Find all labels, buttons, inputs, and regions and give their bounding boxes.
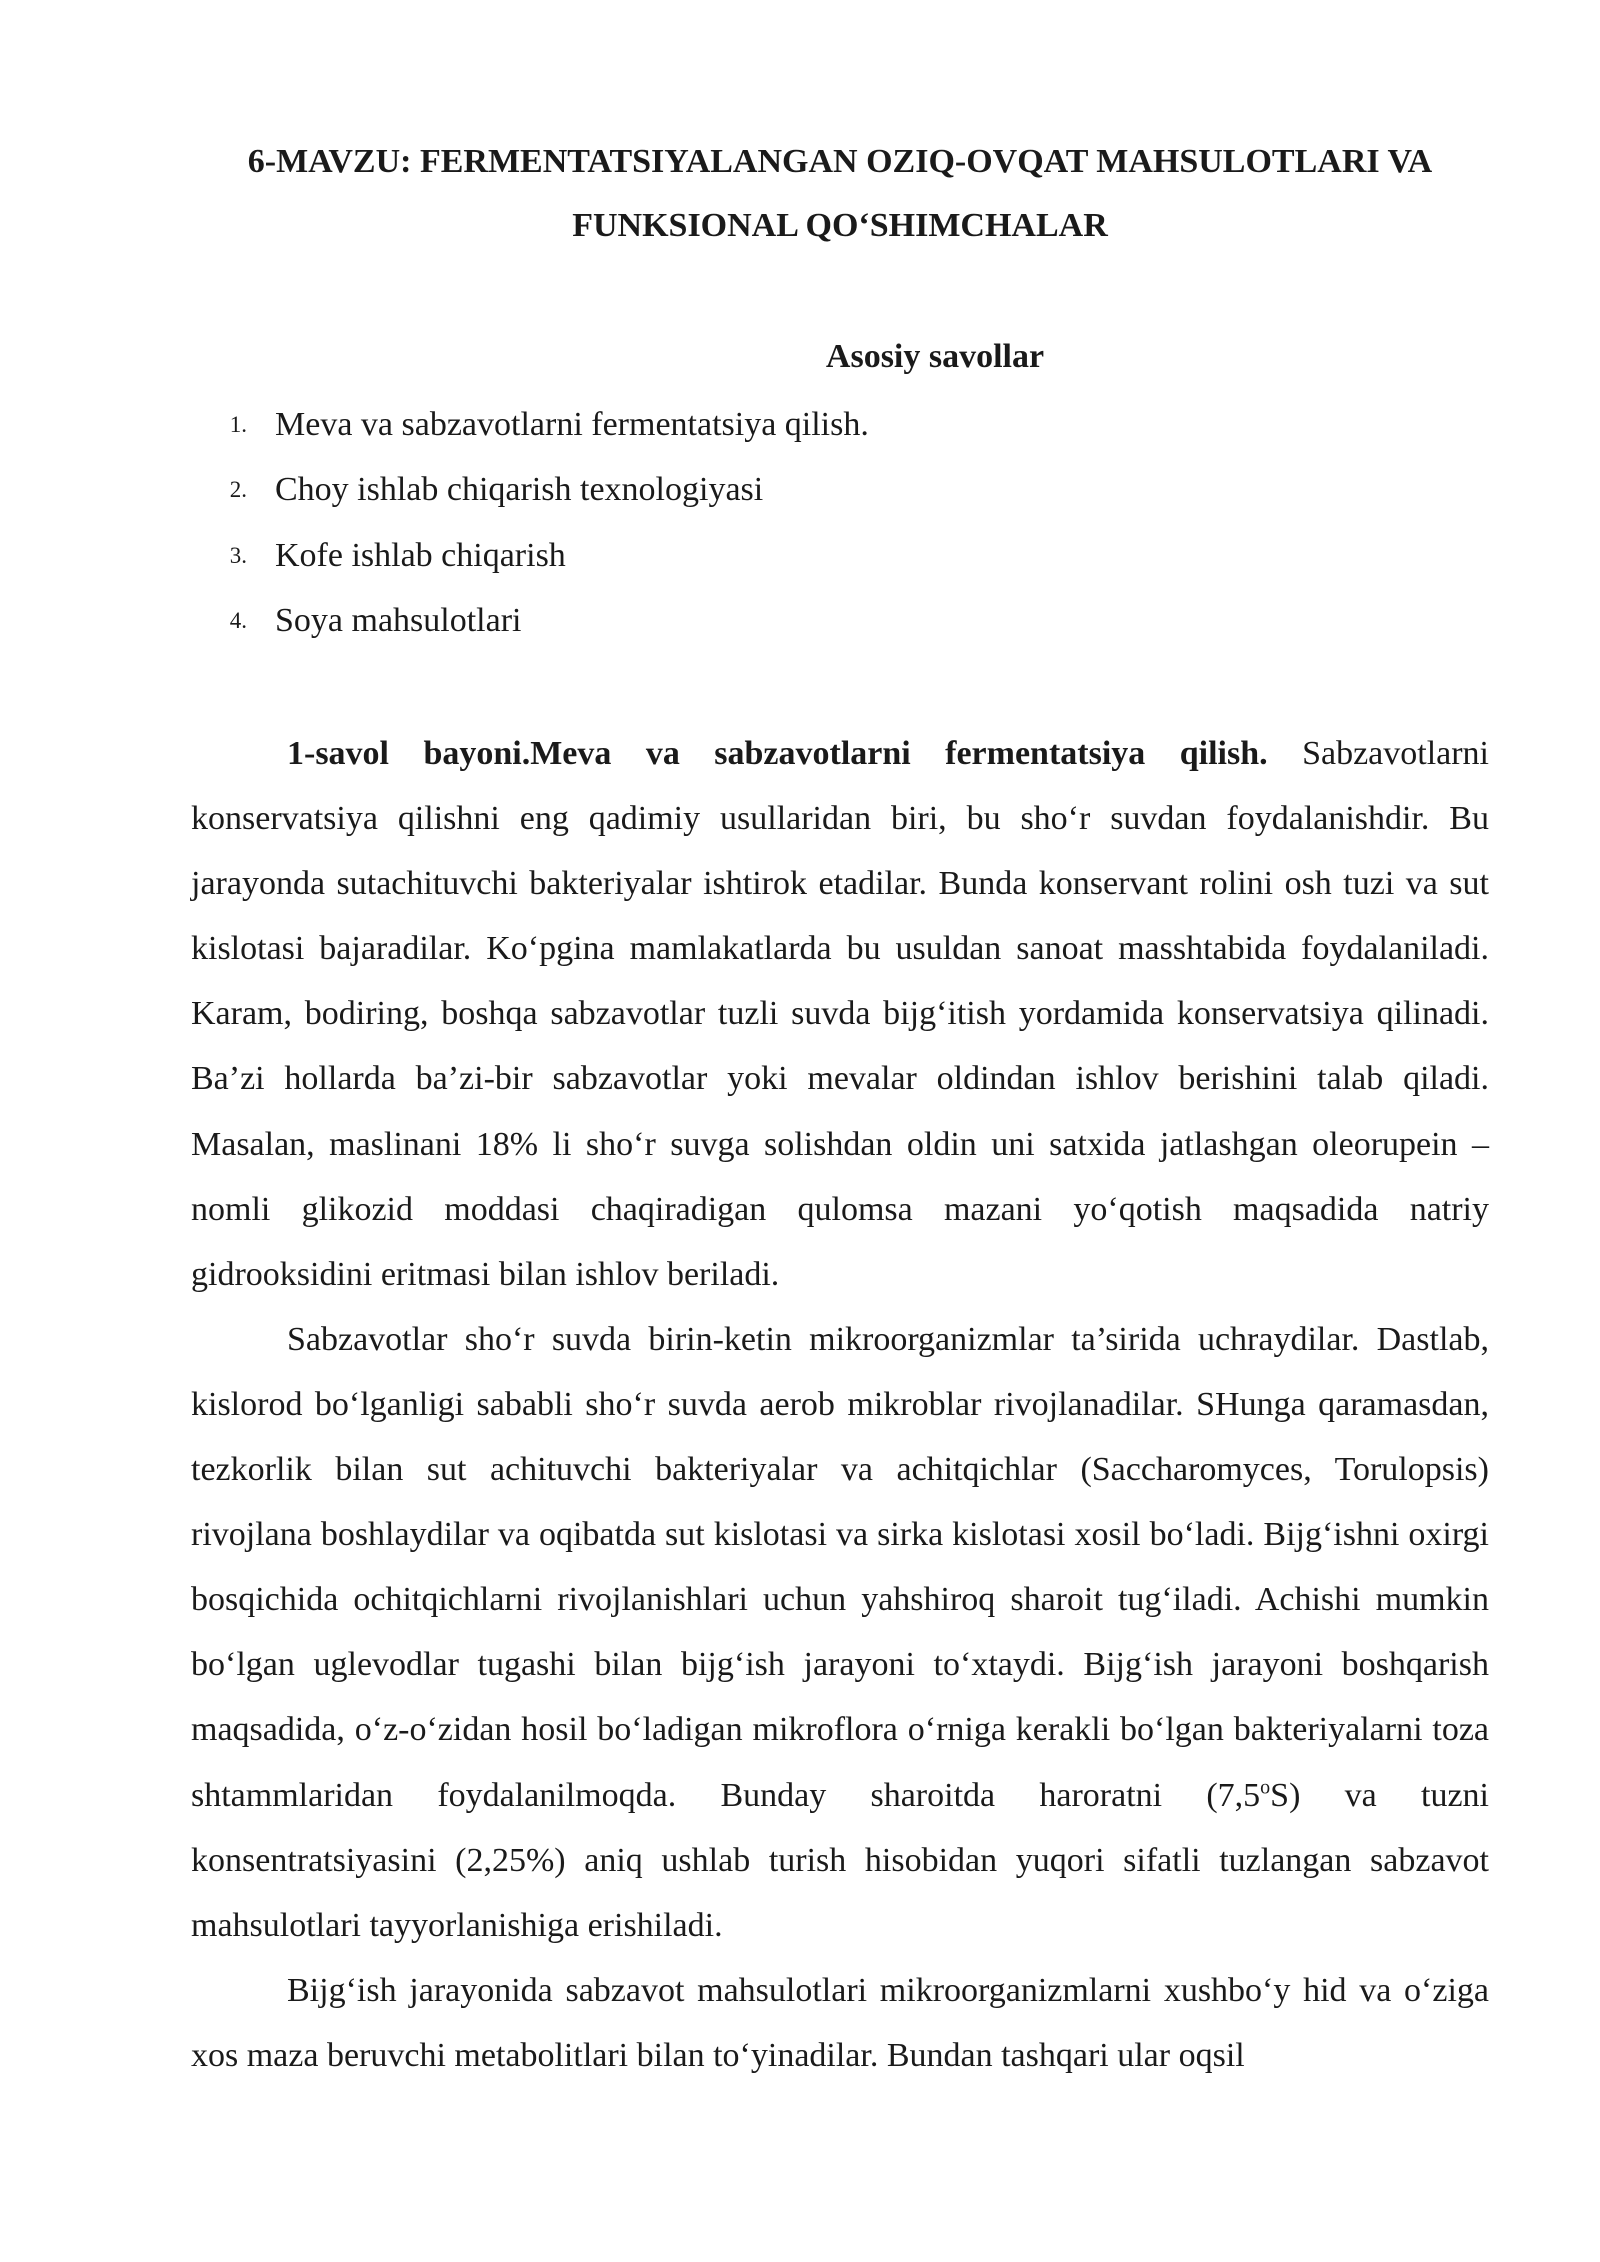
list-item	[190, 463, 869, 528]
questions-heading: Asosiy savollar	[825, 338, 1045, 375]
list-item	[190, 398, 869, 463]
list-item	[190, 594, 869, 659]
list-item-number: 3.	[229, 542, 247, 568]
list-item-number: 2.	[229, 477, 247, 503]
list-item	[190, 529, 869, 594]
paragraph-1-text: Sabzavotlarni konservatsiya qilishni eng qadimiy usullaridan biri, bu sho‘r suvdan foydalanishdir. Bu jarayonda sutachituvchi bakteriyalar ishtirok etadilar. Bunda konservant rolini osh tuzi va sut kislotasi bajaradilar. Ko‘pgina mamlakatlarda bu usuldan sanoat masshtabida foydalaniladi. Karam, bodiring, boshqa sabzavotlar tuzli suvda bijg‘itish yordamida konservatsiya qilinadi. Ba’zi hollarda ba’zi-bir sabzavotlar yoki mevalar oldindan ishlov berishini talab qiladi. Masalan, maslinani 18% li sho‘r suvga solishdan oldin uni satxida jatlashgan oleorupein – nomli glikozid moddasi chaqiradigan qulomsa mazani yo‘qotish maqsadida natriy gidrooksidini eritmasi bilan ishlov beriladi.	[191, 735, 1489, 1293]
body-text	[191, 721, 1489, 2088]
list-item-text: Choy ishlab chiqarish texnologiyasi	[275, 471, 764, 509]
list-item-text: Soya mahsulotlari	[275, 601, 522, 639]
paragraph-1-heading: 1-savol bayoni.Meva va sabzavotlarni fermentatsiya qilish.	[287, 735, 1268, 772]
list-item-text: Meva va sabzavotlarni fermentatsiya qilish.	[275, 406, 869, 443]
paragraph-3: Bijg‘ish jarayonida sabzavot mahsulotlari mikroorganizmlarni xushbo‘y hid va o‘ziga xos maza beruvchi metabolitlari bilan to‘yinadilar. Bundan tashqari ular oqsil	[191, 1971, 1489, 2074]
list-item-number: 1.	[229, 412, 247, 437]
paragraph-2-text-a: Sabzavotlar sho‘r suvda birin-ketin mikroorganizmlar ta’sirida uchraydilar. Dastlab, kislorod bo‘lganligi sababli sho‘r suvda aerob mikroblar rivojlanadilar. SHunga qaramasdan, tezkorlik bilan sut achituvchi bakteriyalar va achitqichlar (Saccharomyces, Torulopsis) rivojlana boshlaydilar va oqibatda sut kislotasi va sirka kislotasi xosil bo‘ladi. Bijg‘ishni oxirgi bosqichida ochitqichlarni rivojlanishlari uchun yahshiroq sharoit tug‘iladi. Achishi mumkin bo‘lgan uglevodlar tugashi bilan bijg‘ish jarayoni to‘xtaydi. Bijg‘ish jarayoni boshqarish maqsadida, o‘z-o‘zidan hosil bo‘ladigan mikroflora o‘rniga kerakli bo‘lgan bakteriyalarni toza shtammlaridan foydalanilmoqda. Bunday sharoitda haroratni (7,5	[191, 1320, 1489, 1814]
paragraph-2-text-b: S) va tuzni konsentratsiyasini (2,25%) aniq ushlab turish hisobidan yuqori sifatli tuzlangan sabzavot mahsulotlari tayyorlanishiga erishiladi.	[191, 1776, 1489, 1944]
title-line-1: 6-MAVZU: FERMENTATSIYALANGAN OZIQ-OVQAT MAHSULOTLARI VA	[247, 143, 1433, 180]
paragraph-1	[191, 721, 1489, 1307]
paragraph-2	[191, 1307, 1489, 1958]
list-item-number: 4.	[229, 607, 247, 633]
title-line-2: FUNKSIONAL QO‘SHIMCHALAR	[572, 207, 1108, 244]
document-title	[150, 130, 1530, 258]
degree-superscript: o	[1260, 1776, 1271, 1799]
list-item-text: Kofe ishlab chiqarish	[275, 536, 566, 574]
questions-list	[190, 398, 869, 659]
